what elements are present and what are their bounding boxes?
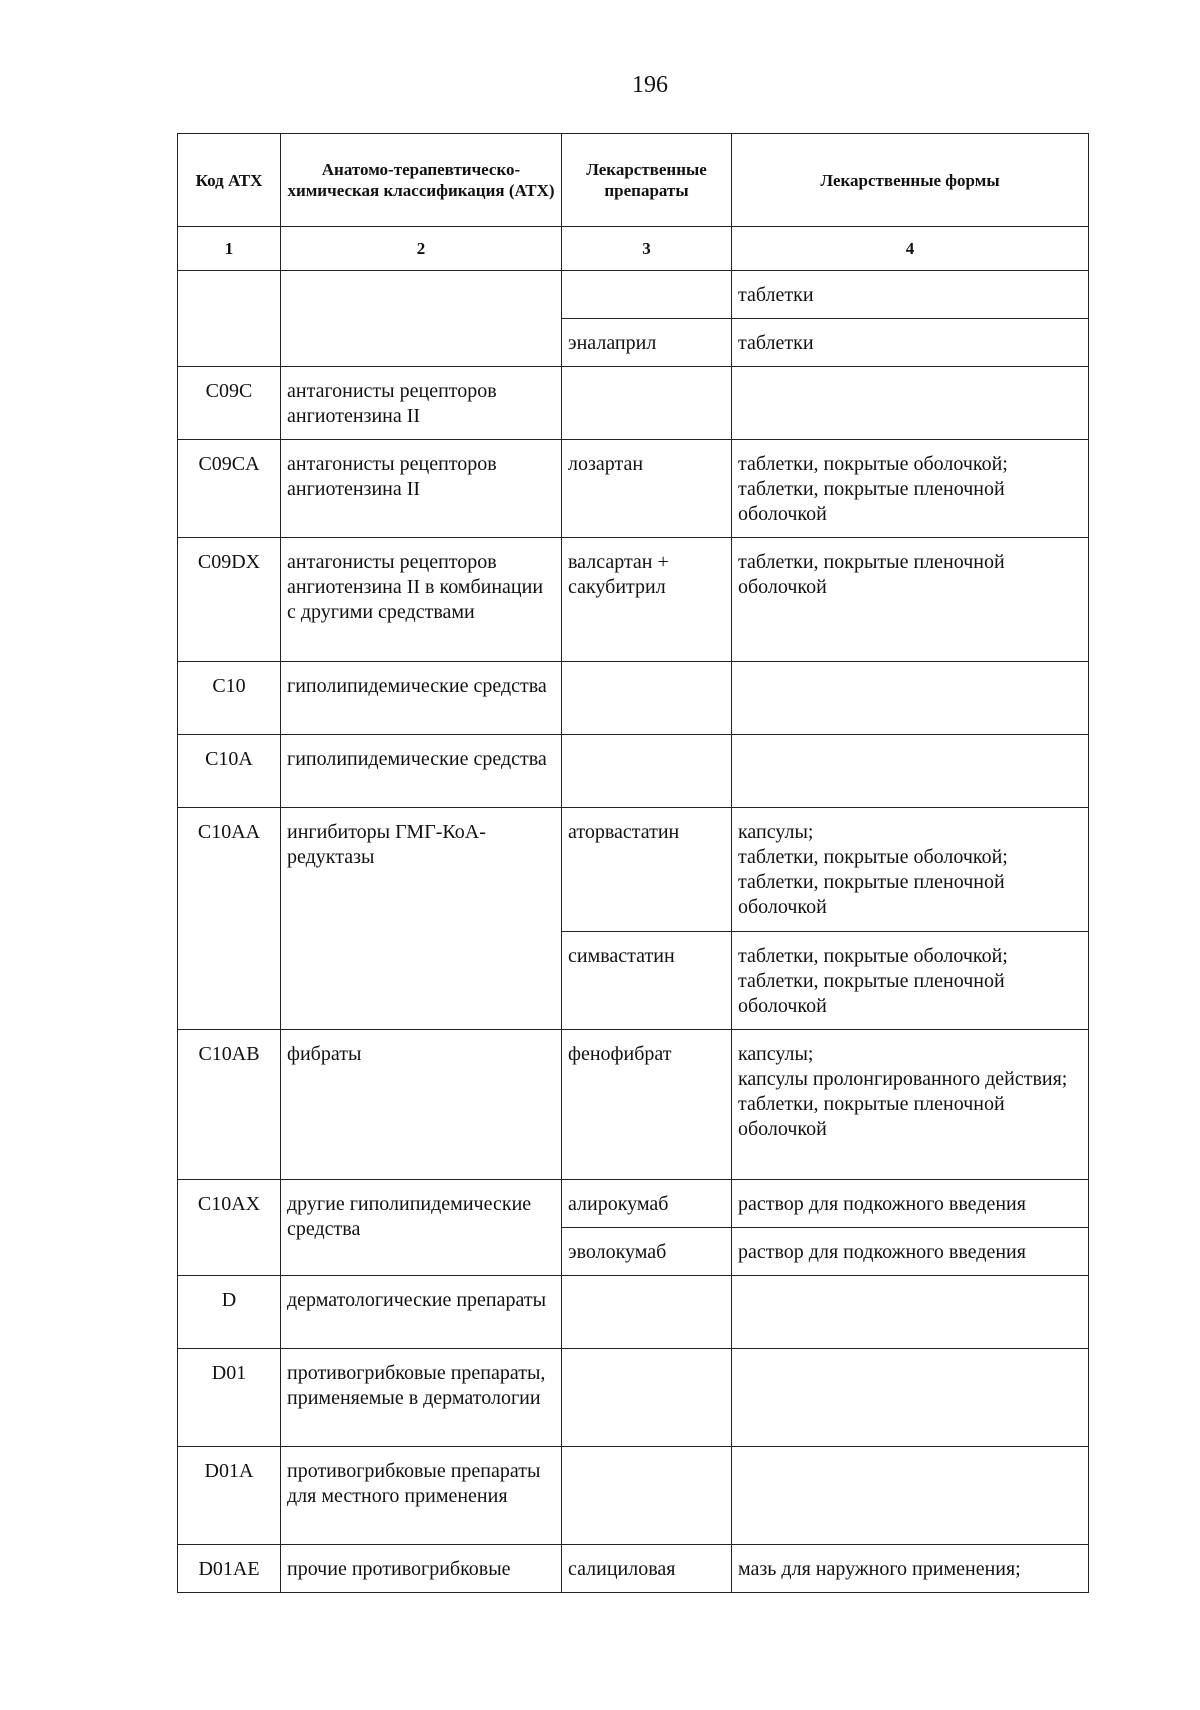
atx-class-cell: антагонисты рецепторов ангиотензина II — [281, 440, 562, 538]
drug-cell — [562, 735, 732, 808]
drug-cell — [562, 662, 732, 735]
page-number: 196 — [632, 72, 668, 98]
table-row — [178, 1349, 1089, 1447]
table-row — [178, 1545, 1089, 1593]
dosage-form-cell: таблетки — [732, 271, 1089, 319]
drug-cell: аторвастатин — [562, 808, 732, 932]
atx-class-cell: прочие противогрибковые — [281, 1545, 562, 1593]
atx-class-cell — [281, 271, 562, 367]
table-row — [178, 440, 1089, 538]
atx-code-cell: D01A — [178, 1447, 281, 1545]
atx-code-cell: C10AA — [178, 808, 281, 1030]
atx-class-cell: противогрибковые препараты для местного применения — [281, 1447, 562, 1545]
atx-code-cell: D — [178, 1276, 281, 1349]
dosage-form-cell: таблетки — [732, 319, 1089, 367]
drug-cell: салициловая — [562, 1545, 732, 1593]
atx-class-cell: другие гиполипидемические средства — [281, 1180, 562, 1276]
atx-code-cell: C10 — [178, 662, 281, 735]
table-row — [178, 271, 1089, 319]
column-number: 4 — [732, 227, 1089, 271]
drug-cell: алирокумаб — [562, 1180, 732, 1228]
drug-cell: симвастатин — [562, 932, 732, 1030]
atx-class-cell: антагонисты рецепторов ангиотензина II в комбинации с другими средствами — [281, 538, 562, 662]
drug-cell — [562, 271, 732, 319]
atx-class-cell: гиполипидемические средства — [281, 662, 562, 735]
dosage-form-cell — [732, 662, 1089, 735]
header-dosage-forms: Лекарственные формы — [732, 134, 1089, 227]
table-row — [178, 1180, 1089, 1228]
drug-cell: валсартан + сакубитрил — [562, 538, 732, 662]
atx-class-cell: ингибиторы ГМГ-КоА- редуктазы — [281, 808, 562, 1030]
header-atx-classification: Анатомо-терапевтическо-химическая классификация (АТХ) — [281, 134, 562, 227]
dosage-form-cell: таблетки, покрытые оболочкой; таблетки, покрытые пленочной оболочкой — [732, 440, 1089, 538]
drug-cell — [562, 1447, 732, 1545]
drug-cell — [562, 367, 732, 440]
drug-cell: эволокумаб — [562, 1228, 732, 1276]
drug-cell: эналаприл — [562, 319, 732, 367]
atx-table — [177, 133, 1089, 1593]
atx-code-cell: C10AX — [178, 1180, 281, 1276]
dosage-form-cell: раствор для подкожного введения — [732, 1228, 1089, 1276]
column-number: 2 — [281, 227, 562, 271]
drug-cell — [562, 1349, 732, 1447]
atx-class-cell: антагонисты рецепторов ангиотензина II — [281, 367, 562, 440]
dosage-form-cell — [732, 735, 1089, 808]
atx-code-cell: C10A — [178, 735, 281, 808]
dosage-form-cell: капсулы; таблетки, покрытые оболочкой; таблетки, покрытые пленочной оболочкой — [732, 808, 1089, 932]
table-row — [178, 367, 1089, 440]
atx-class-cell: гиполипидемические средства — [281, 735, 562, 808]
table-row — [178, 538, 1089, 662]
header-atx-code: Код АТХ — [178, 134, 281, 227]
atx-code-cell: C09CA — [178, 440, 281, 538]
drug-cell: фенофибрат — [562, 1030, 732, 1180]
atx-class-cell: противогрибковые препараты, применяемые в дерматологии — [281, 1349, 562, 1447]
dosage-form-cell — [732, 1447, 1089, 1545]
dosage-form-cell: таблетки, покрытые оболочкой; таблетки, покрытые пленочной оболочкой — [732, 932, 1089, 1030]
atx-code-cell: C10AB — [178, 1030, 281, 1180]
table-row — [178, 1276, 1089, 1349]
atx-code-cell — [178, 271, 281, 367]
header-row — [178, 134, 1089, 227]
table-row — [178, 1447, 1089, 1545]
table-row — [178, 808, 1089, 932]
atx-code-cell: C09C — [178, 367, 281, 440]
header-drugs: Лекарственные препараты — [562, 134, 732, 227]
drug-cell: лозартан — [562, 440, 732, 538]
dosage-form-cell: таблетки, покрытые пленочной оболочкой — [732, 538, 1089, 662]
atx-code-cell: D01AE — [178, 1545, 281, 1593]
dosage-form-cell — [732, 367, 1089, 440]
atx-class-cell: дерматологические препараты — [281, 1276, 562, 1349]
column-number: 1 — [178, 227, 281, 271]
drug-cell — [562, 1276, 732, 1349]
dosage-form-cell: мазь для наружного применения; — [732, 1545, 1089, 1593]
atx-class-cell: фибраты — [281, 1030, 562, 1180]
table-row — [178, 1030, 1089, 1180]
table-row — [178, 662, 1089, 735]
dosage-form-cell: капсулы; капсулы пролонгированного действия; таблетки, покрытые пленочной оболочкой — [732, 1030, 1089, 1180]
table-row — [178, 735, 1089, 808]
column-number: 3 — [562, 227, 732, 271]
dosage-form-cell: раствор для подкожного введения — [732, 1180, 1089, 1228]
dosage-form-cell — [732, 1349, 1089, 1447]
atx-code-cell: D01 — [178, 1349, 281, 1447]
atx-code-cell: C09DX — [178, 538, 281, 662]
column-number-row — [178, 227, 1089, 271]
dosage-form-cell — [732, 1276, 1089, 1349]
